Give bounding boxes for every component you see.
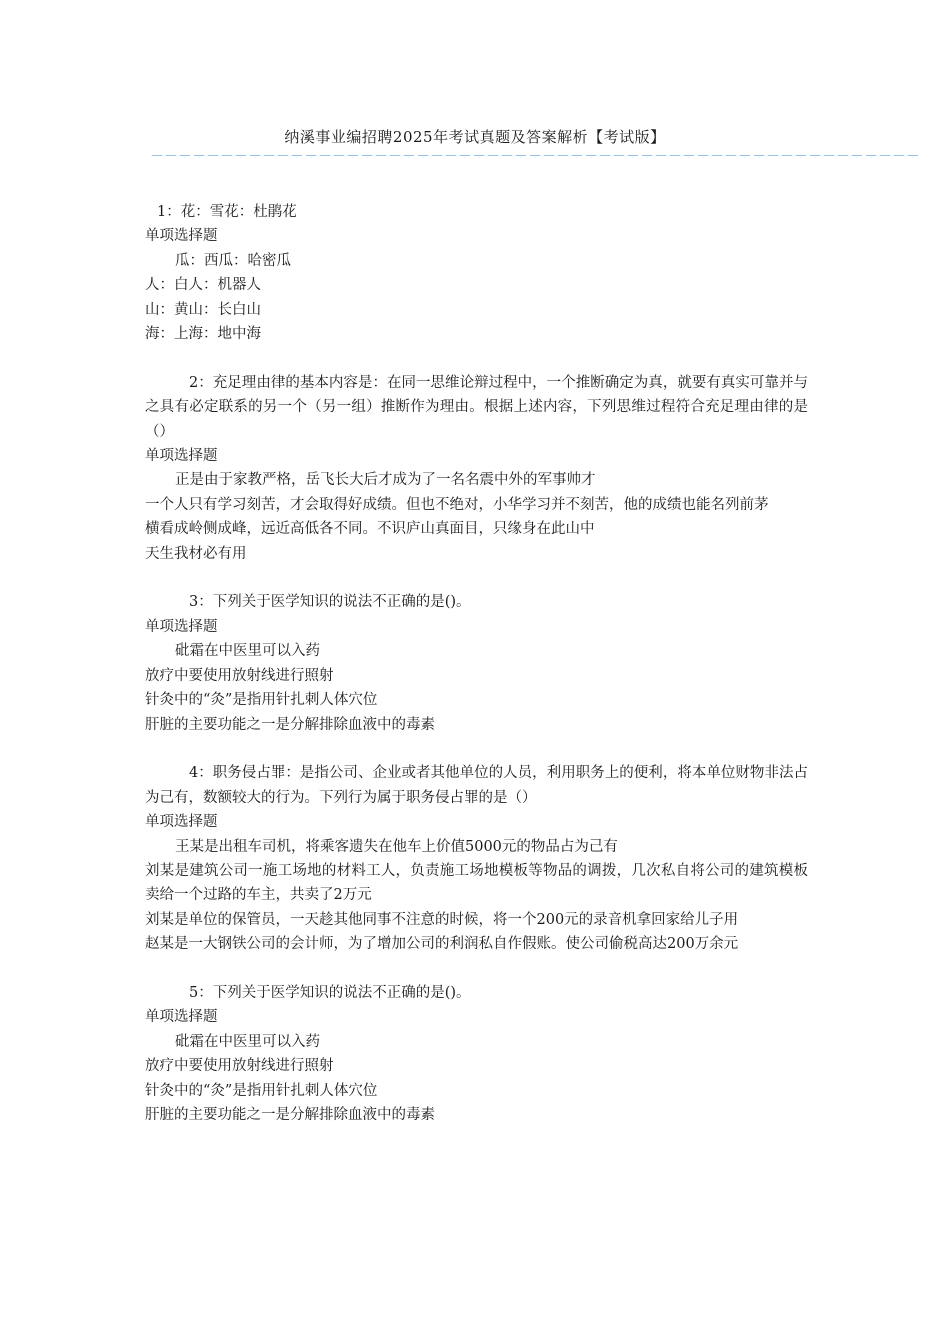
option-d: 赵某是一大钢铁公司的会计师，为了增加公司的利润私自作假账。使公司偷税高达200万余元: [145, 936, 739, 953]
option-d: 天生我材必有用: [145, 545, 247, 562]
title-divider: －－－－－－－－－－－－－－－－－－－－－－－－－－－－－－－－－－－－－－－－－－－－－－－－－－－－－－－: [150, 149, 920, 165]
question-type: 单项选择题: [145, 814, 218, 831]
option-b: 人：白人：机器人: [145, 277, 261, 294]
question-type: 单项选择题: [145, 618, 218, 635]
question-item: [145, 761, 808, 956]
question-item: [145, 590, 808, 736]
option-b: 放疗中要使用放射线进行照射: [145, 1058, 334, 1075]
option-a: 正是由于家教严格，岳飞长大后才成为了一名名震中外的军事帅才: [175, 472, 596, 489]
question-stem: 1：花：雪花：杜鹃花: [157, 204, 297, 220]
option-c: 刘某是单位的保管员，一天趁其他同事不注意的时候，将一个200元的录音机拿回家给儿子用: [145, 911, 739, 928]
question-stem: 3：下列关于医学知识的说法不正确的是()。: [189, 594, 471, 611]
question-stem: 2：充足理由律的基本内容是：在同一思维论辩过程中，一个推断确定为真，就要有真实可靠并与之具有必定联系的另一个（另一组）推断作为理由。根据上述内容，下列思维过程符合充足理由律的是（）: [145, 374, 808, 440]
question-list: [145, 200, 808, 1152]
question-type: 单项选择题: [145, 228, 218, 245]
option-a: 砒霜在中医里可以入药: [175, 1033, 320, 1050]
option-a: 王某是出租车司机，将乘客遗失在他车上价值5000元的物品占为己有: [175, 838, 618, 855]
option-d: 肝脏的主要功能之一是分解排除血液中的毒素: [145, 1106, 435, 1123]
option-a: 瓜：西瓜：哈密瓜: [175, 252, 291, 269]
option-c: 山：黄山：长白山: [145, 301, 261, 318]
option-c: 横看成岭侧成峰，远近高低各不同。不识庐山真面目，只缘身在此山中: [145, 521, 595, 538]
question-type: 单项选择题: [145, 448, 218, 465]
question-type: 单项选择题: [145, 1009, 218, 1026]
option-c: 针灸中的“灸”是指用针扎刺人体穴位: [145, 1082, 378, 1099]
question-stem: 5：下列关于医学知识的说法不正确的是()。: [189, 984, 471, 1001]
option-b: 一个人只有学习刻苦，才会取得好成绩。但也不绝对，小华学习并不刻苦，他的成绩也能名列前茅: [145, 496, 769, 513]
option-b: 刘某是建筑公司一施工场地的材料工人，负责施工场地模板等物品的调拨，几次私自将公司的建筑模板卖给一个过路的车主，共卖了2万元: [145, 862, 808, 904]
option-d: 肝脏的主要功能之一是分解排除血液中的毒素: [145, 716, 435, 733]
question-item: [145, 200, 808, 346]
option-c: 针灸中的“灸”是指用针扎刺人体穴位: [145, 692, 378, 709]
option-d: 海：上海：地中海: [145, 326, 261, 343]
question-item: [145, 371, 808, 566]
option-b: 放疗中要使用放射线进行照射: [145, 667, 334, 684]
question-stem: 4：职务侵占罪：是指公司、企业或者其他单位的人员，利用职务上的便利，将本单位财物非法占为己有，数额较大的行为。下列行为属于职务侵占罪的是（）: [145, 765, 808, 806]
option-a: 砒霜在中医里可以入药: [175, 643, 320, 660]
document-title: 纳溪事业编招聘2025年考试真题及答案解析【考试版】: [284, 128, 666, 146]
question-item: [145, 981, 808, 1127]
